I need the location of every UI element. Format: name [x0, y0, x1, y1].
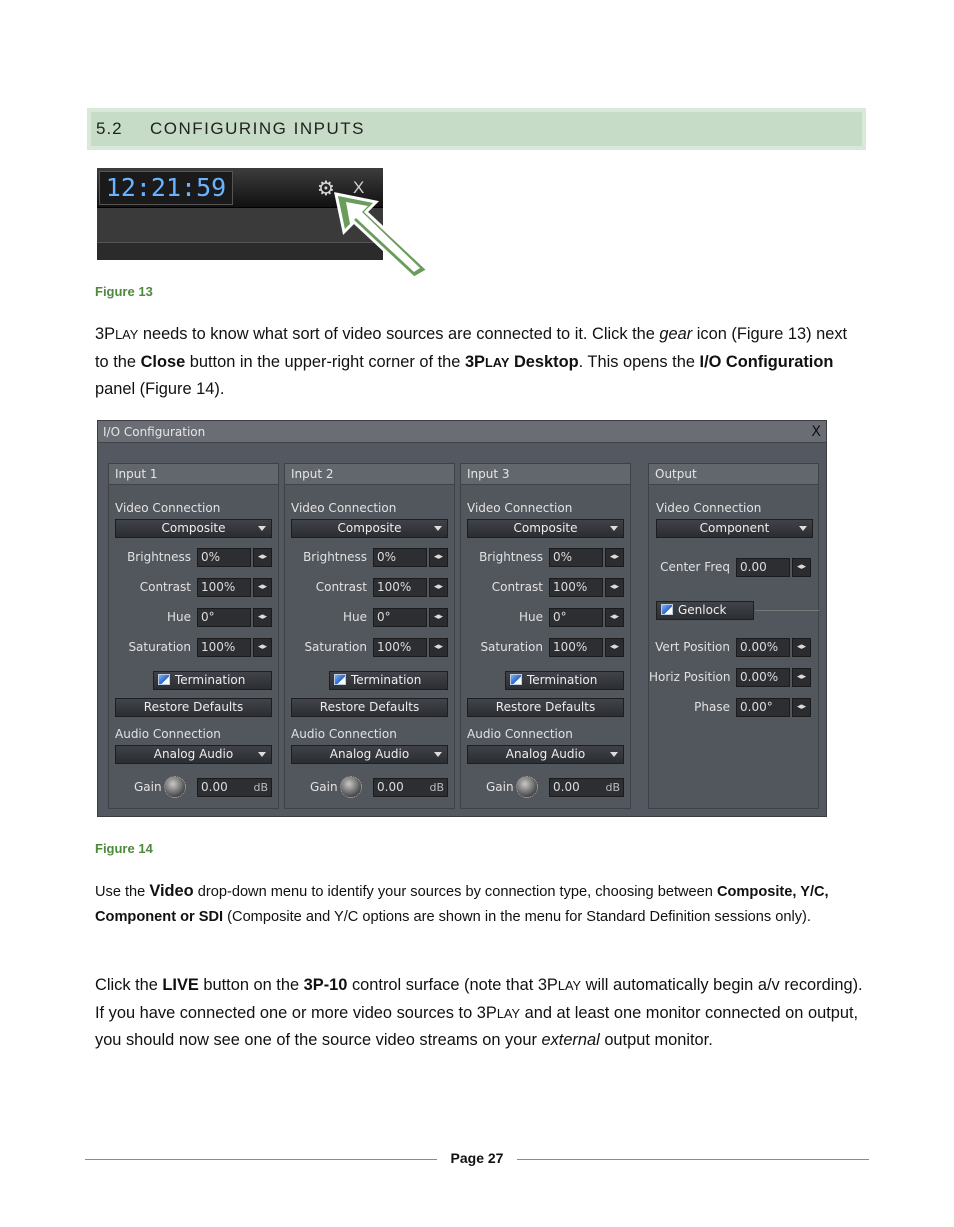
restore-defaults-button[interactable]: Restore Defaults [115, 698, 272, 717]
restore-defaults-button[interactable]: Restore Defaults [291, 698, 448, 717]
chevron-down-icon [610, 752, 618, 757]
chevron-down-icon [434, 526, 442, 531]
figure-13-caption: Figure 13 [95, 284, 153, 299]
contrast-field[interactable]: 100% [549, 578, 603, 597]
audio-connection-label: Audio Connection [467, 727, 573, 741]
audio-connection-label: Audio Connection [115, 727, 221, 741]
video-connection-label: Video Connection [115, 501, 221, 515]
section-number: 5.2 [96, 119, 123, 138]
checkbox-checked-icon [510, 674, 522, 685]
video-connection-dropdown[interactable]: Composite [115, 519, 272, 538]
audio-connection-dropdown[interactable]: Analog Audio [291, 745, 448, 764]
page-number: Page 27 [450, 1150, 504, 1166]
horiz-position-spinner[interactable]: ◂▸ [792, 668, 811, 687]
input-header: Input 2 [285, 464, 454, 485]
hue-label: Hue [518, 610, 543, 624]
center-freq-spinner[interactable]: ◂▸ [792, 558, 811, 577]
input-header: Input 3 [461, 464, 630, 485]
brightness-spinner[interactable]: ◂▸ [429, 548, 448, 567]
contrast-label: Contrast [139, 580, 191, 594]
video-connection-dropdown[interactable]: Composite [467, 519, 624, 538]
horiz-position-label: Horiz Position [649, 670, 731, 684]
timecode-display: 12:21:59 [99, 171, 233, 205]
hue-field[interactable]: 0° [549, 608, 603, 627]
saturation-field[interactable]: 100% [373, 638, 427, 657]
chevron-down-icon [799, 526, 807, 531]
input-column [460, 463, 631, 809]
gain-field[interactable]: 0.00 dB [549, 778, 624, 797]
video-connection-dropdown[interactable]: Composite [291, 519, 448, 538]
gear-icon[interactable]: ⚙ [317, 178, 335, 200]
gain-label: Gain [134, 780, 162, 794]
saturation-field[interactable]: 100% [549, 638, 603, 657]
output-video-connection-dropdown[interactable]: Component [656, 519, 813, 538]
restore-defaults-button[interactable]: Restore Defaults [467, 698, 624, 717]
hue-field[interactable]: 0° [197, 608, 251, 627]
close-button[interactable]: X [353, 178, 365, 197]
gain-label: Gain [310, 780, 338, 794]
audio-connection-dropdown[interactable]: Analog Audio [467, 745, 624, 764]
hue-field[interactable]: 0° [373, 608, 427, 627]
pointer-arrow-icon [332, 190, 432, 280]
gain-field[interactable]: 0.00 dB [373, 778, 448, 797]
video-dropdown-paragraph: Use the Video drop-down menu to identify your sources by connection type, choosing between Composite, Y/C, Component or SDI (Composite and Y/C options are shown in the menu for Standard Definition sessions only). [95, 882, 829, 925]
hue-spinner[interactable]: ◂▸ [429, 608, 448, 627]
figure-13-toolbar [97, 168, 383, 260]
chevron-down-icon [258, 752, 266, 757]
saturation-label: Saturation [304, 640, 367, 654]
audio-connection-dropdown[interactable]: Analog Audio [115, 745, 272, 764]
brightness-label: Brightness [303, 550, 367, 564]
live-button-paragraph: Click the LIVE button on the 3P-10 control surface (note that 3PLAY will automatically begin a/v recording). If you have connected one or more video sources to 3PLAY and at least one monitor connected on output, you should now see one of the source video streams on your external output monitor. [95, 976, 863, 1049]
brightness-label: Brightness [479, 550, 543, 564]
contrast-label: Contrast [491, 580, 543, 594]
saturation-label: Saturation [480, 640, 543, 654]
contrast-field[interactable]: 100% [197, 578, 251, 597]
hue-spinner[interactable]: ◂▸ [253, 608, 272, 627]
center-freq-field[interactable]: 0.00 [736, 558, 790, 577]
gain-label: Gain [486, 780, 514, 794]
input-header: Input 1 [109, 464, 278, 485]
checkbox-checked-icon [661, 604, 673, 615]
vert-position-label: Vert Position [655, 640, 730, 654]
phase-field[interactable]: 0.00° [736, 698, 790, 717]
phase-spinner[interactable]: ◂▸ [792, 698, 811, 717]
hue-label: Hue [166, 610, 191, 624]
center-freq-label: Center Freq [660, 560, 730, 574]
saturation-spinner[interactable]: ◂▸ [253, 638, 272, 657]
gain-knob-icon[interactable] [340, 776, 362, 798]
termination-checkbox[interactable]: Termination [153, 671, 272, 690]
output-header: Output [649, 464, 818, 485]
hue-label: Hue [342, 610, 367, 624]
genlock-divider [755, 610, 819, 611]
brightness-spinner[interactable]: ◂▸ [605, 548, 624, 567]
checkbox-checked-icon [334, 674, 346, 685]
video-connection-label: Video Connection [291, 501, 397, 515]
contrast-spinner[interactable]: ◂▸ [253, 578, 272, 597]
chevron-down-icon [434, 752, 442, 757]
brightness-field[interactable]: 0% [373, 548, 427, 567]
vert-position-spinner[interactable]: ◂▸ [792, 638, 811, 657]
output-video-connection-label: Video Connection [656, 501, 762, 515]
brightness-label: Brightness [127, 550, 191, 564]
gain-knob-icon[interactable] [516, 776, 538, 798]
io-configuration-panel [97, 420, 827, 817]
gain-field[interactable]: 0.00 dB [197, 778, 272, 797]
section-title: CONFIGURING INPUTS [150, 119, 365, 138]
termination-checkbox[interactable]: Termination [329, 671, 448, 690]
contrast-spinner[interactable]: ◂▸ [429, 578, 448, 597]
contrast-field[interactable]: 100% [373, 578, 427, 597]
audio-connection-label: Audio Connection [291, 727, 397, 741]
panel-titlebar [98, 421, 826, 443]
figure-14-caption: Figure 14 [95, 841, 153, 856]
chevron-down-icon [258, 526, 266, 531]
saturation-field[interactable]: 100% [197, 638, 251, 657]
intro-paragraph: 3PLAY needs to know what sort of video sources are connected to it. Click the gear icon (Figure 13) next to the Close button in the upper-right corner of the 3PLAY Desktop. This opens the I/O Configuration panel (Figure 14). [95, 325, 848, 398]
section-heading [87, 108, 866, 150]
panel-close-button[interactable]: X [811, 424, 821, 440]
panel-title: I/O Configuration [103, 425, 206, 439]
contrast-label: Contrast [315, 580, 367, 594]
horiz-position-field[interactable]: 0.00% [736, 668, 790, 687]
termination-checkbox[interactable]: Termination [505, 671, 624, 690]
gain-knob-icon[interactable] [164, 776, 186, 798]
checkbox-checked-icon [158, 674, 170, 685]
genlock-checkbox[interactable]: Genlock [656, 601, 754, 620]
output-column [648, 463, 819, 809]
saturation-spinner[interactable]: ◂▸ [429, 638, 448, 657]
brightness-spinner[interactable]: ◂▸ [253, 548, 272, 567]
input-column [284, 463, 455, 809]
phase-label: Phase [694, 700, 730, 714]
saturation-spinner[interactable]: ◂▸ [605, 638, 624, 657]
input-column [108, 463, 279, 809]
brightness-field[interactable]: 0% [197, 548, 251, 567]
vert-position-field[interactable]: 0.00% [736, 638, 790, 657]
chevron-down-icon [610, 526, 618, 531]
saturation-label: Saturation [128, 640, 191, 654]
contrast-spinner[interactable]: ◂▸ [605, 578, 624, 597]
brightness-field[interactable]: 0% [549, 548, 603, 567]
hue-spinner[interactable]: ◂▸ [605, 608, 624, 627]
video-connection-label: Video Connection [467, 501, 573, 515]
